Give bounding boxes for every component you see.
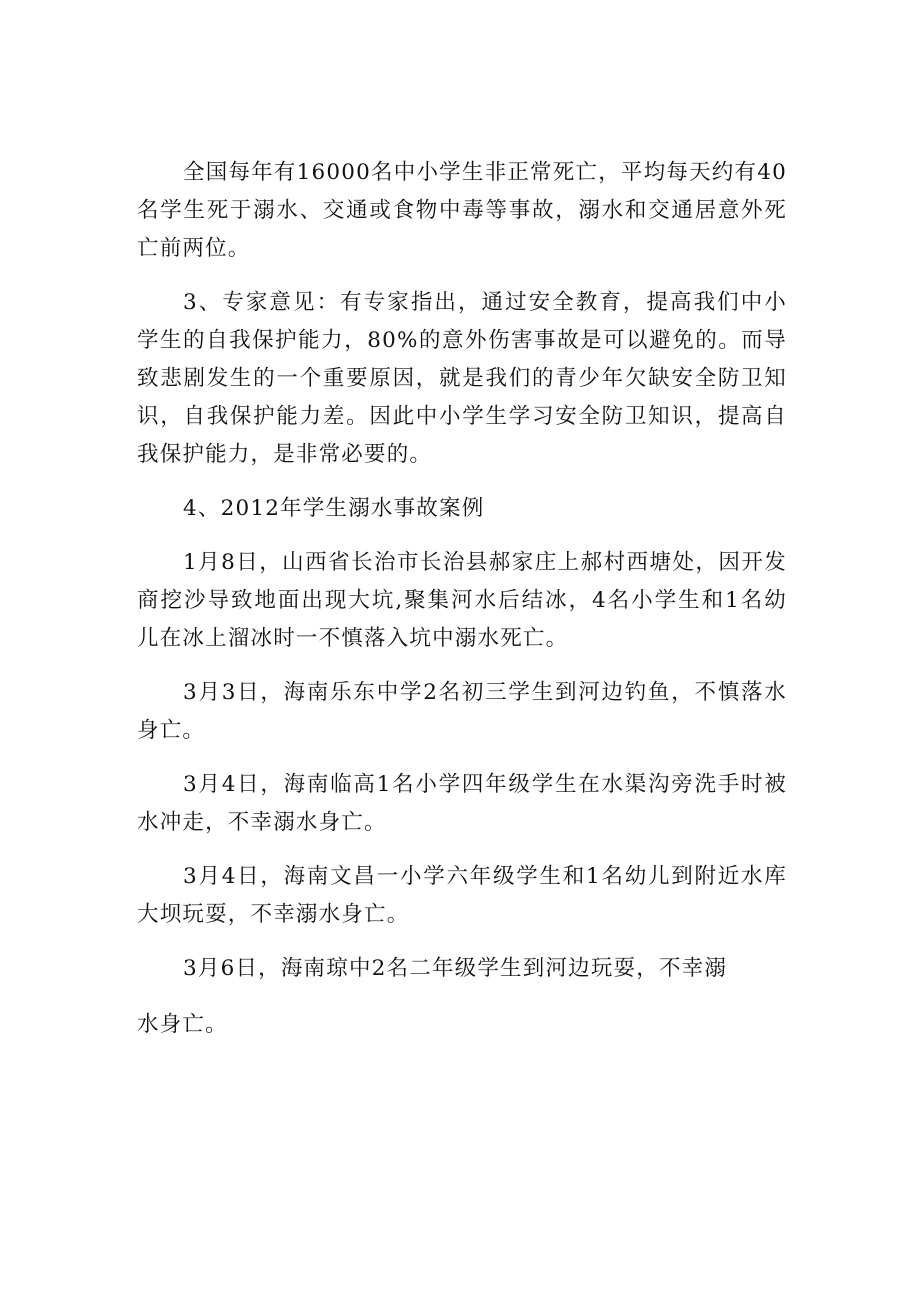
paragraph-case-mar4-wenchang: 3月4日，海南文昌一小学六年级学生和1名幼儿到附近水库大坝玩耍，不幸溺水身亡。 <box>137 864 787 927</box>
paragraph-case-mar6 <box>137 950 787 1044</box>
paragraph-statistics: 全国每年有16000名中小学生非正常死亡，平均每天约有40名学生死于溺水、交通或食物中毒等事故，溺水和交通居意外死亡前两位。 <box>137 160 787 261</box>
paragraph-expert-opinion: 3、专家意见：有专家指出，通过安全教育，提高我们中小学生的自我保护能力，80%的意外伤害事故是可以避免的。而导致悲剧发生的一个重要原因，就是我们的青少年欠缺安全防卫知识，自我保护能力差。因此中小学生学习安全防卫知识，提高自我保护能力，是非常必要的。 <box>137 290 787 467</box>
document-body <box>137 154 787 1044</box>
paragraph-case-jan8: 1月8日，山西省长治市长治县郝家庄上郝村西塘处，因开发商挖沙导致地面出现大坑,聚集河水后结冰，4名小学生和1名幼儿在冰上溜冰时一不慎落入坑中溺水死亡。 <box>137 550 787 651</box>
paragraph-case-mar4-lingao: 3月4日，海南临高1名小学四年级学生在水渠沟旁洗手时被水冲走，不幸溺水身亡。 <box>137 772 787 835</box>
paragraph-case-mar6-line1: 3月6日，海南琼中2名二年级学生到河边玩耍，不幸溺 <box>183 956 728 981</box>
section-heading-cases: 4、2012年学生溺水事故案例 <box>183 496 485 521</box>
paragraph-case-mar6-line2: 水身亡。 <box>137 1012 228 1037</box>
paragraph-case-mar3: 3月3日，海南乐东中学2名初三学生到河边钓鱼，不慎落水身亡。 <box>137 680 787 743</box>
